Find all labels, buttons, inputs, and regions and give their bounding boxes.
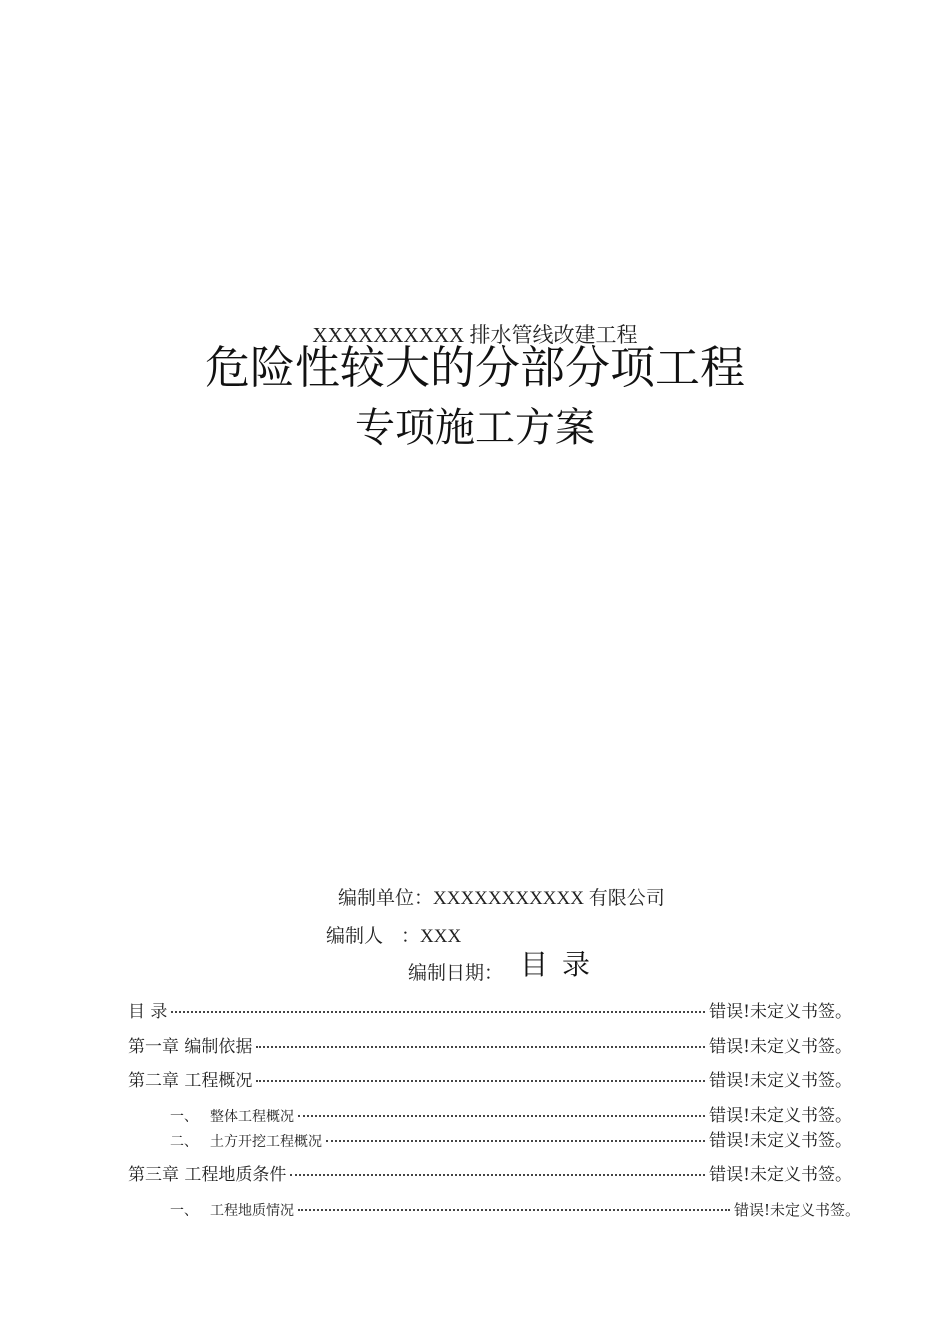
- toc-entry-page-ref: 错误!未定义书签。: [709, 1071, 852, 1091]
- toc-entry-label: 整体工程概况: [210, 1109, 294, 1125]
- toc-entry-page-ref: 错误!未定义书签。: [709, 1165, 852, 1185]
- toc-entry-page-ref: 错误!未定义书签。: [733, 1201, 860, 1219]
- toc-entry[interactable]: [128, 1069, 852, 1093]
- toc-entry-label: 工程地质情况: [210, 1203, 294, 1219]
- toc-entry-number: 一、: [170, 1109, 198, 1125]
- toc-entry[interactable]: [128, 1000, 852, 1024]
- toc-entry[interactable]: [170, 1106, 852, 1127]
- toc-entry-label: 第三章 工程地质条件: [128, 1165, 287, 1185]
- toc-leader-dots: [171, 1011, 705, 1013]
- sub-title: 专项施工方案: [355, 405, 595, 451]
- compiler-value: ：XXX: [401, 926, 462, 947]
- toc-entry-page-ref: 错误!未定义书签。: [709, 1037, 852, 1057]
- toc-entry-label: 第一章 编制依据: [128, 1037, 253, 1057]
- compiling-unit-label: 编制单位：: [338, 887, 434, 909]
- toc-entry[interactable]: [170, 1200, 860, 1221]
- toc-entry-number: 一、: [170, 1203, 198, 1219]
- compiling-unit-value: XXXXXXXXXXX 有限公司: [433, 888, 665, 909]
- toc-entry-label: 土方开挖工程概况: [210, 1134, 322, 1150]
- compiler: [326, 923, 461, 950]
- toc-leader-dots: [298, 1209, 730, 1211]
- toc-leader-dots: [290, 1174, 705, 1176]
- toc-leader-dots: [256, 1080, 705, 1082]
- main-title: 危险性较大的分部分项工程: [204, 341, 745, 394]
- toc-leader-dots: [256, 1046, 705, 1048]
- toc-entry-page-ref: 错误!未定义书签。: [709, 1131, 852, 1151]
- toc-entry-page-ref: 错误!未定义书签。: [709, 1002, 852, 1022]
- toc-leader-dots: [298, 1115, 705, 1117]
- toc-entry-page-ref: 错误!未定义书签。: [709, 1106, 852, 1126]
- toc-entry[interactable]: [128, 1163, 852, 1187]
- toc-entry[interactable]: [128, 1035, 852, 1059]
- compile-date: [408, 960, 503, 986]
- toc-entry-number: 二、: [170, 1134, 198, 1150]
- compile-date-label: 编制日期：: [408, 962, 504, 984]
- toc-heading: 目录: [520, 948, 605, 981]
- compiling-unit: [338, 885, 665, 912]
- toc-entry[interactable]: [170, 1131, 852, 1152]
- project-name: XXXXXXXXXX 排水管线改建工程: [312, 323, 638, 347]
- toc-entry-label: 目 录: [128, 1002, 168, 1022]
- toc-entry-label: 第二章 工程概况: [128, 1071, 253, 1091]
- compiler-label: 编制人: [326, 925, 384, 947]
- toc-leader-dots: [326, 1140, 705, 1142]
